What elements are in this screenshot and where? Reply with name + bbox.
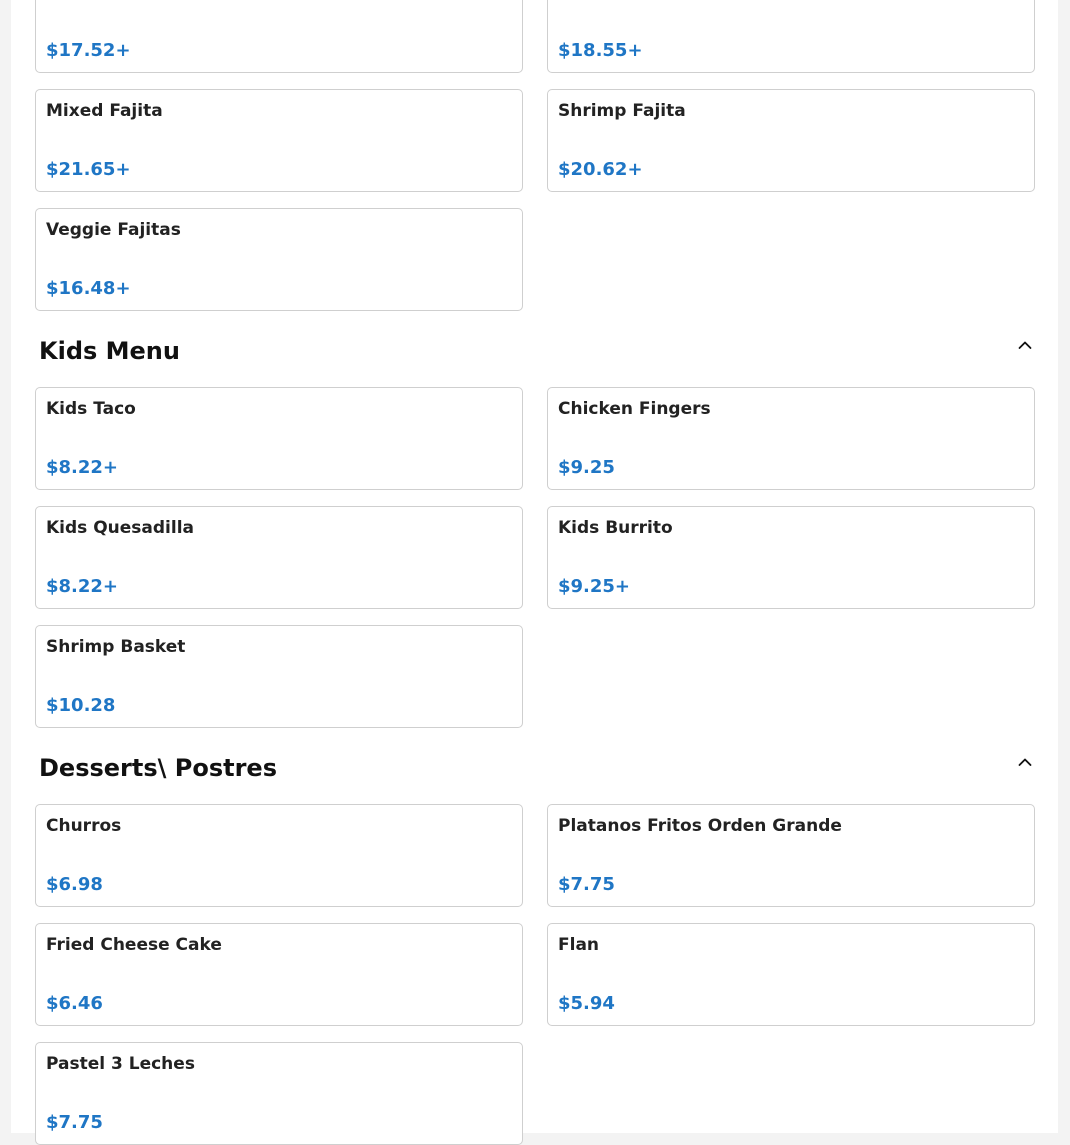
menu-item-card[interactable] bbox=[35, 506, 523, 609]
item-name: Fried Cheese Cake bbox=[46, 935, 222, 955]
item-price: $8.22+ bbox=[46, 576, 119, 597]
menu-item-card[interactable] bbox=[547, 804, 1035, 907]
item-price: $17.52+ bbox=[46, 40, 131, 61]
menu-item-card[interactable] bbox=[547, 506, 1035, 609]
item-price: $20.62+ bbox=[558, 159, 643, 180]
menu-item-card[interactable] bbox=[35, 804, 523, 907]
menu-item-card[interactable] bbox=[547, 387, 1035, 490]
item-name: Kids Burrito bbox=[558, 518, 673, 538]
item-price: $9.25 bbox=[558, 457, 615, 478]
chevron-up-icon[interactable] bbox=[1016, 336, 1034, 354]
menu-item-card[interactable] bbox=[547, 0, 1035, 73]
item-price: $5.94 bbox=[558, 993, 615, 1014]
menu-item-card[interactable] bbox=[547, 89, 1035, 192]
item-price: $6.46 bbox=[46, 993, 103, 1014]
menu-item-card[interactable] bbox=[35, 387, 523, 490]
item-price: $21.65+ bbox=[46, 159, 131, 180]
item-price: $18.55+ bbox=[558, 40, 643, 61]
chevron-up-icon[interactable] bbox=[1016, 753, 1034, 771]
item-price: $7.75 bbox=[558, 874, 615, 895]
item-name: Mixed Fajita bbox=[46, 101, 163, 121]
item-name: Flan bbox=[558, 935, 600, 955]
item-name: Kids Taco bbox=[46, 399, 136, 419]
menu-item-card[interactable] bbox=[35, 0, 523, 73]
item-name: Kids Quesadilla bbox=[46, 518, 195, 538]
menu-item-card[interactable] bbox=[35, 625, 523, 728]
item-price: $16.48+ bbox=[46, 278, 131, 299]
item-name: Shrimp Basket bbox=[46, 637, 186, 657]
item-price: $9.25+ bbox=[558, 576, 631, 597]
section-title-kids-menu: Kids Menu bbox=[39, 337, 180, 365]
item-name: Chicken Fingers bbox=[558, 399, 711, 419]
item-price: $6.98 bbox=[46, 874, 103, 895]
item-name: Shrimp Fajita bbox=[558, 101, 686, 121]
menu-item-card[interactable] bbox=[35, 923, 523, 1026]
item-name: Platanos Fritos Orden Grande bbox=[558, 816, 842, 836]
menu-item-card[interactable] bbox=[547, 923, 1035, 1026]
item-price: $10.28 bbox=[46, 695, 116, 716]
menu-item-card[interactable] bbox=[35, 89, 523, 192]
item-name: Veggie Fajitas bbox=[46, 220, 181, 240]
menu-item-card[interactable] bbox=[35, 208, 523, 311]
menu-item-card[interactable] bbox=[35, 1042, 523, 1145]
item-name: Churros bbox=[46, 816, 122, 836]
section-title-desserts: Desserts\ Postres bbox=[39, 754, 277, 782]
item-name: Pastel 3 Leches bbox=[46, 1054, 195, 1074]
item-price: $7.75 bbox=[46, 1112, 103, 1133]
item-price: $8.22+ bbox=[46, 457, 119, 478]
